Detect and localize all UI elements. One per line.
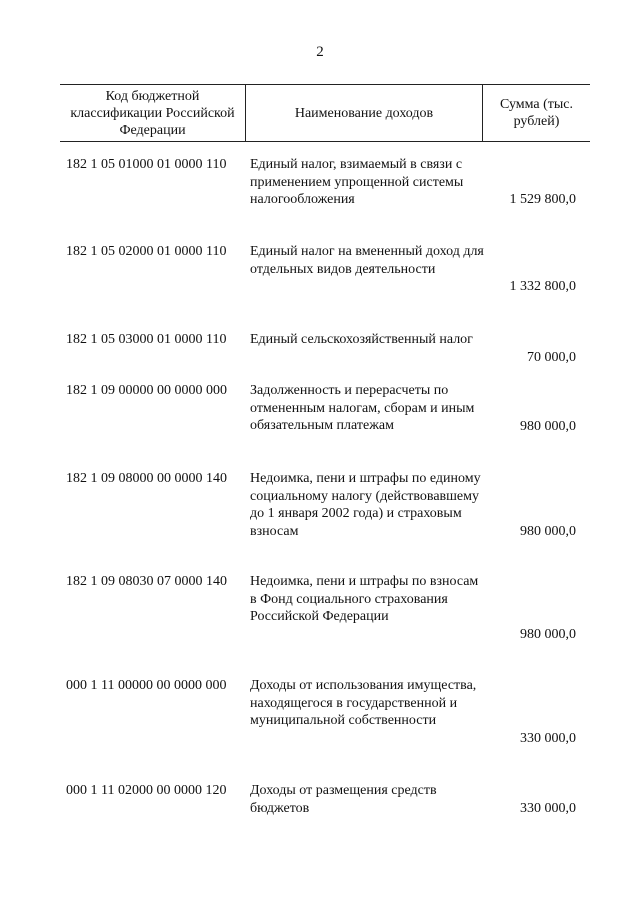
row-code: 182 1 05 01000 01 0000 110 xyxy=(66,157,227,172)
table-header xyxy=(60,84,590,142)
row-sum: 1 332 800,0 xyxy=(509,279,576,294)
revenue-table xyxy=(60,84,590,816)
page-number: 2 xyxy=(316,44,324,60)
row-sum: 330 000,0 xyxy=(520,731,576,746)
row-code: 182 1 09 08000 00 0000 140 xyxy=(66,471,227,486)
row-code: 182 1 05 03000 01 0000 110 xyxy=(66,332,227,347)
header-sum: Сумма (тыс. рублей) xyxy=(499,97,574,129)
header-code: Код бюджетной классификации Российской Федерации xyxy=(70,88,235,138)
row-sum: 330 000,0 xyxy=(520,801,576,816)
row-code: 000 1 11 02000 00 0000 120 xyxy=(66,783,227,798)
row-name: Единый сельскохозяйственный налог xyxy=(250,332,473,347)
row-name: Единый налог на вмененный доход для отдельных видов деятельности xyxy=(250,244,484,277)
column-divider xyxy=(482,85,483,141)
row-name: Задолженность и перерасчеты по отмененным налогам, сборам и иным обязательным платежам xyxy=(250,383,475,433)
row-name: Единый налог, взимаемый в связи с применением упрощенной системы налогообложения xyxy=(250,157,464,207)
row-sum: 70 000,0 xyxy=(527,350,576,365)
row-name: Доходы от размещения средств бюджетов xyxy=(250,783,437,816)
row-sum: 980 000,0 xyxy=(520,524,576,539)
row-name: Недоимка, пени и штрафы по единому социальному налогу (действовавшему до 1 января 2002 года) и страховым взносам xyxy=(250,471,481,539)
row-code: 182 1 05 02000 01 0000 110 xyxy=(66,244,227,259)
row-code: 182 1 09 00000 00 0000 000 xyxy=(66,383,227,398)
row-sum: 980 000,0 xyxy=(520,419,576,434)
header-name: Наименование доходов xyxy=(294,105,434,121)
row-code: 182 1 09 08030 07 0000 140 xyxy=(66,574,227,589)
row-name: Недоимка, пени и штрафы по взносам в Фонд социального страхования Российской Федерации xyxy=(250,574,479,624)
column-divider xyxy=(245,85,246,141)
row-sum: 980 000,0 xyxy=(520,627,576,642)
row-code: 000 1 11 00000 00 0000 000 xyxy=(66,678,227,693)
row-name: Доходы от использования имущества, находящегося в государственной и муниципальной собственности xyxy=(250,678,477,728)
row-sum: 1 529 800,0 xyxy=(509,192,576,207)
